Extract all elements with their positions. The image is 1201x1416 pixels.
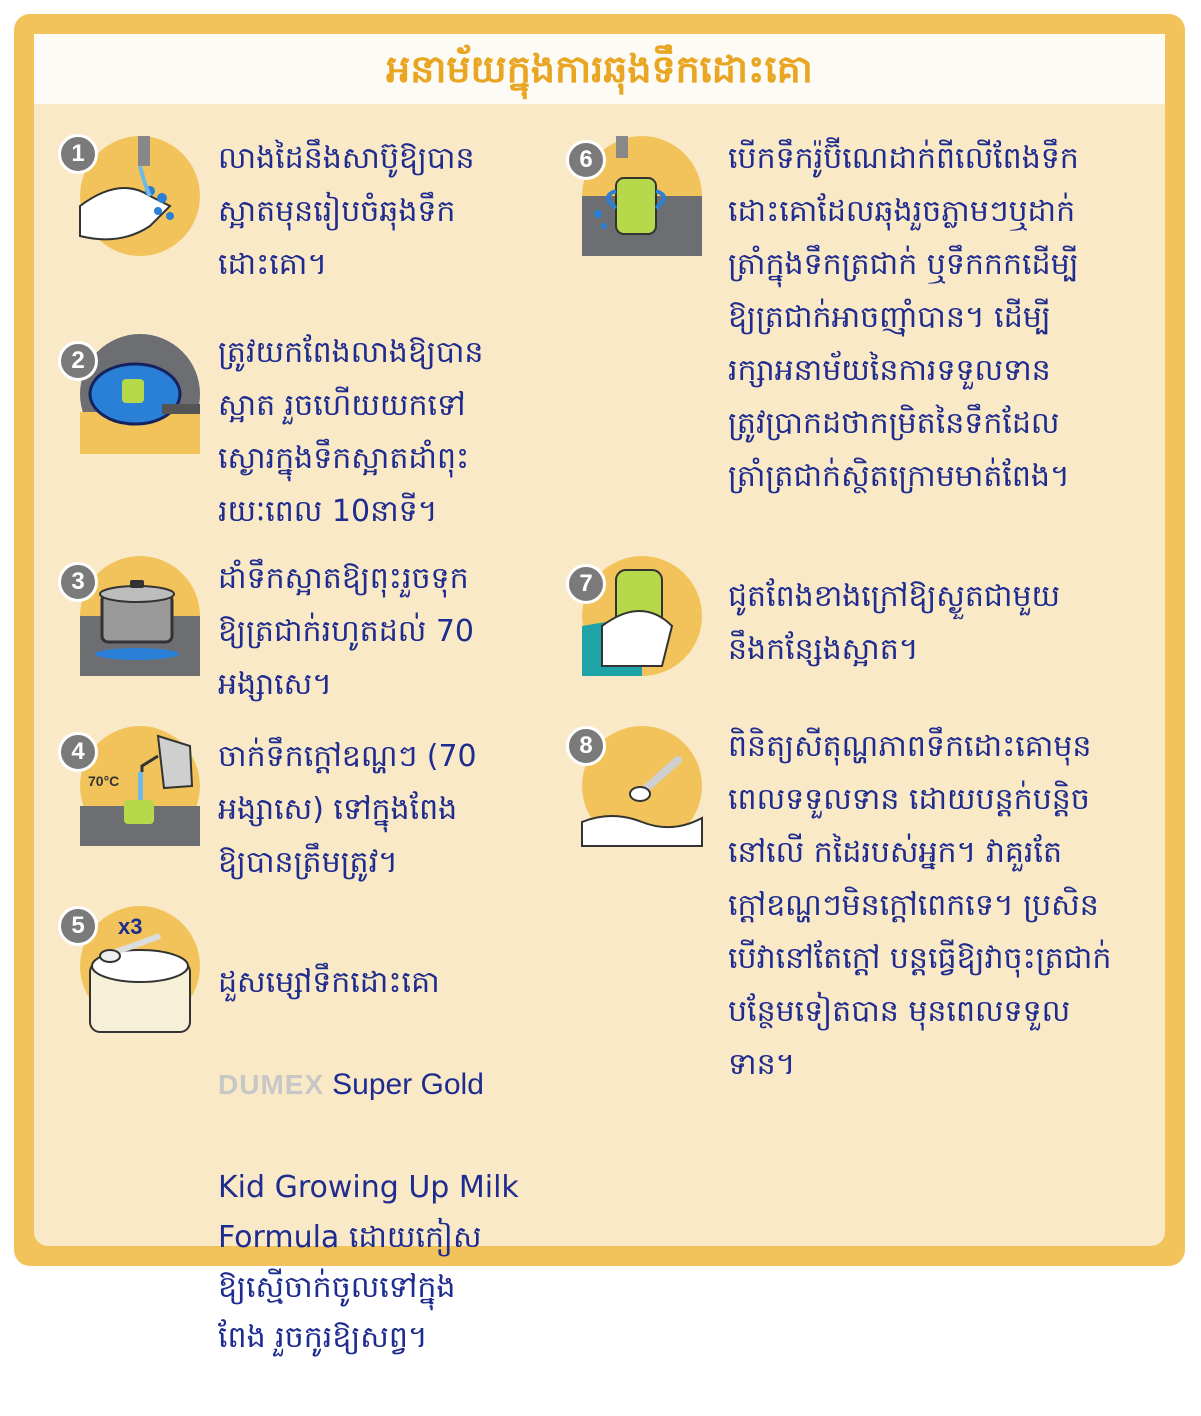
step-number-4: 4 [58, 732, 98, 772]
step-number-1: 1 [58, 134, 98, 174]
step-5-brand-line [218, 1060, 548, 1110]
step-number-5: 5 [58, 906, 98, 946]
step-6-text: បើកទឹករ៉ូប៊ីណេដាក់ពីលើពែងទឹក ដោះគោដែលឆុងរួចភ្លាមៗឬដាក់ ត្រាំក្នុងទឹកត្រជាក់ ឬទឹកកកដើម្បី ឱ្យត្រជាក់អាចញ៉ាំបាន។ ដើម្បី រក្សាអនាម័យនៃការទទួលទាន ត្រូវប្រាកដថាកម្រិតនៃទឹកដែល ត្រាំត្រជាក់ស្ថិតក្រោមមាត់ពែង។ [728, 141, 1079, 494]
step-7-text: ជូតពែងខាងក្រៅឱ្យស្ងួតជាមួយ នឹងកន្សែងស្អាត។ [728, 579, 1061, 667]
step-number-8: 8 [566, 726, 606, 766]
step-number-6: 6 [566, 140, 606, 180]
step-3-text: ដាំទឹកស្អាតឱ្យពុះរួចទុក ឱ្យត្រជាក់រហូតដល់ 70 អង្សាសេ។ [218, 561, 475, 702]
step-5-text [218, 906, 548, 1416]
boiling-pot-icon [80, 556, 200, 676]
step-5-text-after: Kid Growing Up Milk Formula ដោយកៀស ឱ្យស្មើចាក់ចូលទៅក្នុង ពែង រួចកូរឱ្យសព្វ។ [218, 1170, 519, 1355]
step-1-text: លាងដៃនឹងសាប៊ូឱ្យបាន ស្អាតមុនរៀបចំឆុងទឹក ដោះគោ។ [218, 141, 475, 282]
step-number-2: 2 [58, 341, 98, 381]
dumex-logo: DUMEX [218, 1069, 325, 1100]
pour-water-icon [80, 726, 200, 846]
step-5-text-before: ដួសម្សៅទឹកដោះគោ [218, 965, 440, 1000]
page-title: អនាម័យក្នុងការឆុងទឹកដោះគោ [386, 47, 813, 91]
milk-scoop-icon [80, 906, 200, 1026]
step-number-7: 7 [566, 564, 606, 604]
step-4-text: ចាក់ទឹកក្តៅឧណ្ហៗ (70 អង្សាសេ) ទៅក្នុងពែង ឱ្យបានត្រឹមត្រូវ។ [218, 739, 477, 880]
boiling-bottle-icon [80, 334, 200, 454]
step-8-text: ពិនិត្យសីតុណ្ហភាពទឹកដោះគោមុន ពេលទទួលទាន ដោយបន្តក់បន្តិច នៅលើ កដៃរបស់អ្នក។ វាគួរតែ ក្តៅឧណ្ហៗមិនក្តៅពេកទេ។ ប្រសិន បើវានៅតែក្តៅ បន្តធ្វើឱ្យវាចុះត្រជាក់ បន្ថែមទៀតបាន មុនពេលទទួល ទាន។ [728, 729, 1112, 1082]
scoop-count-label: x3 [118, 914, 143, 939]
step-5-product: Super Gold [332, 1068, 484, 1101]
instruction-panel [34, 34, 1165, 1355]
temperature-label: 70°C [88, 773, 120, 789]
title-bar [34, 34, 1165, 104]
step-2-text: ត្រូវយកពែងលាងឱ្យបាន ស្អាត រួចហើយយកទៅ ស្ងោរក្នុងទឹកស្អាតដាំពុះ រយៈពេល 10នាទី។ [218, 335, 484, 529]
step-number-3: 3 [58, 562, 98, 602]
hand-washing-icon [80, 136, 200, 256]
